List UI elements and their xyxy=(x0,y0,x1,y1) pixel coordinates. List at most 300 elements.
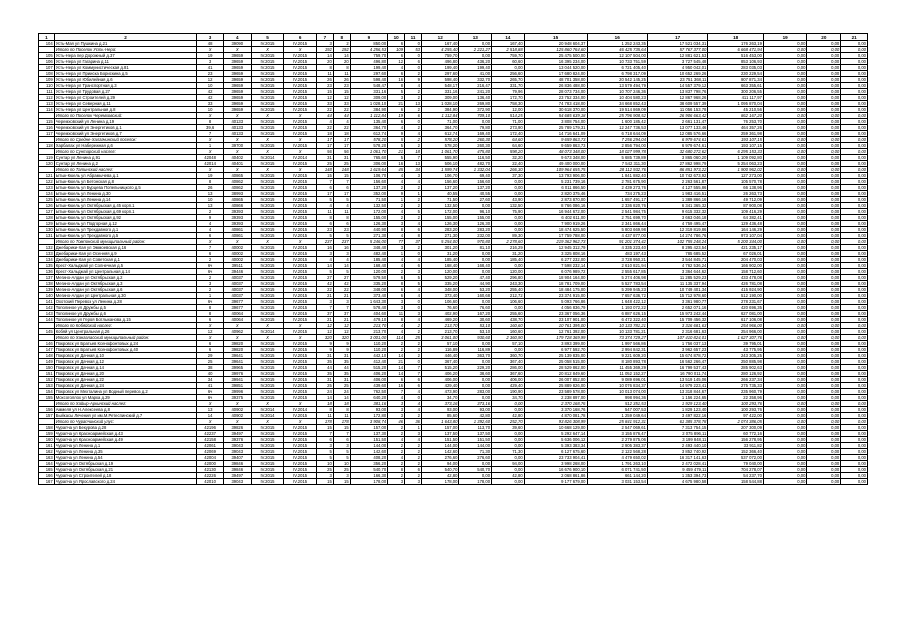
table-cell: IV.2015 xyxy=(251,203,284,209)
table-cell: 3 xyxy=(316,251,333,257)
table-cell: 176 263,19 xyxy=(708,41,764,47)
address-cell: Усть-Нера ул Юбилейная д.6 xyxy=(54,77,197,83)
table-cell: 0,00 xyxy=(763,413,807,419)
address-cell: Покровск ул Дачная д.12 xyxy=(54,359,197,365)
table-cell: 109 964 655,75 xyxy=(524,167,587,173)
table-cell: IV.2015 xyxy=(251,257,284,263)
table-cell: 331,16 xyxy=(350,89,387,95)
table-cell: 578,20 xyxy=(421,143,458,149)
table-cell: 1 028,10 xyxy=(421,101,458,107)
table-cell: 14 xyxy=(388,353,405,359)
table-cell: IV.2015 xyxy=(251,131,284,137)
table-cell: 5 254,00 xyxy=(421,239,458,245)
table-cell: 0,00 xyxy=(841,233,868,239)
table-cell: 6 721 405,40 xyxy=(587,65,647,71)
table-cell: 0,00 xyxy=(841,467,868,473)
table-cell: 155 xyxy=(39,395,55,401)
table-cell: 40,55 xyxy=(459,191,492,197)
table-cell: IV.2015 xyxy=(251,365,284,371)
table-cell: 15 712 978,60 xyxy=(647,293,707,299)
table-cell: 61 385 378,78 xyxy=(647,419,707,425)
table-cell: 0,00 xyxy=(841,395,868,401)
table-cell: 3 361 980,77 xyxy=(647,299,707,305)
table-cell: 2 xyxy=(388,473,405,479)
table-cell: 42004 xyxy=(197,455,224,461)
table-cell: 412,40 xyxy=(350,359,387,365)
table-cell: 213,70 xyxy=(421,329,458,335)
table-cell: 0,00 xyxy=(763,293,807,299)
table-cell: 762,50 xyxy=(350,389,387,395)
table-cell: 2 518,88 xyxy=(492,47,525,53)
table-cell: 42,80 xyxy=(459,413,492,419)
table-cell: 2 122 568,28 xyxy=(587,449,647,455)
table-cell: 144,00 xyxy=(421,443,458,449)
table-cell: 0,00 xyxy=(807,455,841,461)
table-cell: 6 xyxy=(405,383,422,389)
table-cell: IV.2015 xyxy=(251,305,284,311)
table-cell: 2 541 984,75 xyxy=(587,209,647,215)
table-cell: 1 259 049,64 xyxy=(587,413,647,419)
table-cell: X xyxy=(223,323,251,329)
table-cell: 40866 xyxy=(223,203,251,209)
table-cell: 112 xyxy=(39,95,55,101)
table-cell: 0,00 xyxy=(841,293,868,299)
table-cell: IV.2015 xyxy=(251,443,284,449)
table-cell: 548,17 xyxy=(421,83,458,89)
table-cell: 108 xyxy=(39,71,55,77)
table-cell: 26 xyxy=(333,77,350,83)
table-cell: 168,40 xyxy=(350,263,387,269)
table-cell: 69,40 xyxy=(459,173,492,179)
table-cell: 3 xyxy=(388,299,405,305)
table-cell: 31 xyxy=(333,377,350,383)
table-cell: 39820 xyxy=(223,347,251,353)
table-cell: 6 011 866,50 xyxy=(524,185,587,191)
table-cell: 113,70 xyxy=(459,425,492,431)
table-cell: 3 061,00 xyxy=(421,335,458,341)
table-cell: 1 389 866,16 xyxy=(647,197,707,203)
table-cell: 0,00 xyxy=(807,287,841,293)
table-cell: 185,40 xyxy=(350,257,387,263)
table-cell: 540,70 xyxy=(350,467,387,473)
table-cell: 2 xyxy=(405,125,422,131)
table-cell: 48 xyxy=(197,41,224,47)
table-cell: 1 627 307,76 xyxy=(708,335,764,341)
table-cell: 661 144,20 xyxy=(587,473,647,479)
table-cell: X xyxy=(251,149,284,155)
table-cell: 479,10 xyxy=(350,317,387,323)
table-cell: 25 xyxy=(316,467,333,473)
table-cell: 6 798 317,09 xyxy=(587,71,647,77)
table-cell: 4 056 836,79 xyxy=(524,305,587,311)
address-cell: Чурапча ул Строителей д.18 xyxy=(54,473,197,479)
table-cell: 0,00 xyxy=(763,119,807,125)
table-cell: 0,00 xyxy=(807,443,841,449)
table-cell: 0,00 xyxy=(807,317,841,323)
table-cell: 0,00 xyxy=(841,185,868,191)
table-cell: IV.2015 xyxy=(284,119,317,125)
table-cell: 25 841 912,31 xyxy=(587,419,647,425)
table-cell: 0,00 xyxy=(841,287,868,293)
table-cell: IV.2015 xyxy=(284,131,317,137)
table-cell: 44,90 xyxy=(459,281,492,287)
table-cell: 64,60 xyxy=(492,143,525,149)
table-cell: 3 xyxy=(333,443,350,449)
address-cell: Ытык-Кюель ул Бурцева Попельницкого д.5 xyxy=(54,185,197,191)
table-cell: 0,00 xyxy=(807,131,841,137)
table-cell: 120,00 xyxy=(421,269,458,275)
table-cell: IV.2015 xyxy=(251,215,284,221)
table-cell: 23 589 578,00 xyxy=(524,389,587,395)
table-cell: X xyxy=(223,167,251,173)
address-cell: Усть-Нера ул Прииска Борискина д.5 xyxy=(54,71,197,77)
table-cell: 0,00 xyxy=(807,197,841,203)
table-cell: 12 945 312,79 xyxy=(524,245,587,251)
table-cell: 172,00 xyxy=(350,209,387,215)
table-cell: 0,00 xyxy=(807,311,841,317)
address-cell: Покровск ул Дачная д.24 xyxy=(54,383,197,389)
table-cell: 4 762 536,24 xyxy=(647,263,707,269)
table-cell: 0,00 xyxy=(459,257,492,263)
table-cell: 39941 xyxy=(223,377,251,383)
table-cell: 709,10 xyxy=(459,113,492,119)
table-cell: 0,00 xyxy=(807,125,841,131)
table-cell: 42 xyxy=(316,281,333,287)
table-cell: 1 643,30 xyxy=(350,299,387,305)
table-cell: 39677 xyxy=(223,305,251,311)
table-cell: 0,00 xyxy=(807,101,841,107)
table-cell: 6 127 675,60 xyxy=(524,449,587,455)
table-cell: 12 xyxy=(316,95,333,101)
column-header-14: 14 xyxy=(492,34,525,41)
table-cell: 3 808 754,00 xyxy=(524,119,587,125)
table-cell: IV.2015 xyxy=(251,293,284,299)
table-cell: 42048 xyxy=(197,155,224,161)
table-cell: 36 xyxy=(405,419,422,425)
table-cell: 436,20 xyxy=(459,59,492,65)
table-cell: 6 xyxy=(316,437,333,443)
table-cell: 0,00 xyxy=(807,275,841,281)
table-cell: 0,00 xyxy=(763,449,807,455)
table-cell: IV.2015 xyxy=(284,347,317,353)
table-cell: 0,00 xyxy=(763,263,807,269)
table-cell: 0,00 xyxy=(763,341,807,347)
table-cell: 4 xyxy=(405,179,422,185)
table-cell: 0 xyxy=(405,359,422,365)
table-cell: 207 300,09 xyxy=(708,425,764,431)
table-cell: 2 336 820,76 xyxy=(587,203,647,209)
table-cell: IV.2015 xyxy=(284,359,317,365)
table-cell: 145 xyxy=(39,329,55,335)
table-cell: 71,00 xyxy=(492,119,525,125)
table-cell: 1 156 224,65 xyxy=(647,395,707,401)
table-cell: 2 xyxy=(405,329,422,335)
table-cell: 41,00 xyxy=(459,71,492,77)
table-cell: IV.2015 xyxy=(251,179,284,185)
table-cell: 0,00 xyxy=(807,65,841,71)
table-cell: 13 xyxy=(405,101,422,107)
table-cell: 213,70 xyxy=(350,323,387,329)
table-cell: 2 xyxy=(405,443,422,449)
table-cell: 5 200 344,00 xyxy=(708,239,764,245)
table-cell: 7 xyxy=(405,365,422,371)
table-cell: IV.2015 xyxy=(251,377,284,383)
table-cell: 10 761 395,00 xyxy=(524,323,587,329)
table-cell: 5 254 063,23 xyxy=(708,161,764,167)
table-cell: 283,00 xyxy=(459,389,492,395)
table-cell: 440,90 xyxy=(350,227,387,233)
table-cell: 2 xyxy=(405,137,422,143)
table-cell: 0,00 xyxy=(459,377,492,383)
address-cell: Итого по Поселок Усть-Нера: xyxy=(54,47,197,53)
table-cell: 0,00 xyxy=(763,353,807,359)
table-cell: 0,00 xyxy=(763,467,807,473)
table-cell: 7 900 919,26 xyxy=(524,221,587,227)
table-cell: 0,00 xyxy=(841,341,868,347)
table-cell: 3 xyxy=(197,59,224,65)
table-cell: 0 xyxy=(405,305,422,311)
table-cell: 1 061,70 xyxy=(421,149,458,155)
table-cell: 38 609 557,39 xyxy=(647,101,707,107)
table-cell: 13 044 520,00 xyxy=(524,65,587,71)
table-cell: 0,00 xyxy=(841,161,868,167)
table-cell: IV.2015 xyxy=(284,299,317,305)
table-cell: 40133 xyxy=(223,125,251,131)
table-cell: 86 851 973,22 xyxy=(647,167,707,173)
table-cell: 2 238 897,00 xyxy=(524,395,587,401)
address-cell: Усть-Нера пер Дорожный д.37 xyxy=(54,53,197,59)
table-cell: 1 109 092,80 xyxy=(708,155,764,161)
table-cell: 1 332,04 xyxy=(459,167,492,173)
table-cell: 39375 xyxy=(223,395,251,401)
table-cell: 25 796 908,52 xyxy=(587,113,647,119)
table-cell: 0,00 xyxy=(807,227,841,233)
table-cell: 1 061,70 xyxy=(350,149,387,155)
table-cell: IV.2015 xyxy=(251,65,284,71)
table-cell: 0,00 xyxy=(763,305,807,311)
table-cell: 132,50 xyxy=(421,203,458,209)
table-cell: 0,00 xyxy=(807,401,841,407)
table-cell: 81,10 xyxy=(459,245,492,251)
table-cell: 1 619,64 xyxy=(350,167,387,173)
table-cell: 32,20 xyxy=(492,155,525,161)
table-cell: 0,00 xyxy=(763,275,807,281)
table-cell: 64,60 xyxy=(492,137,525,143)
table-cell: 18 xyxy=(405,149,422,155)
table-cell: 17 521 034,31 xyxy=(647,41,707,47)
table-cell: 109 xyxy=(388,47,405,53)
table-cell: 137,20 xyxy=(459,185,492,191)
table-cell: 25 xyxy=(197,359,224,365)
table-cell: 15 xyxy=(316,425,333,431)
table-cell: 156 xyxy=(39,407,55,413)
table-cell: X xyxy=(284,419,317,425)
table-cell: 540,70 xyxy=(421,467,458,473)
table-cell: 6 472 322,40 xyxy=(587,317,647,323)
table-cell: 17 xyxy=(333,143,350,149)
table-cell: 26 263,73 xyxy=(708,191,764,197)
address-cell: Итого по Поселок Черемховский: xyxy=(54,113,197,119)
table-cell: 0,00 xyxy=(459,383,492,389)
table-cell: 2 xyxy=(197,287,224,293)
table-cell: 79,96 xyxy=(492,89,525,95)
table-cell: 39659 xyxy=(223,107,251,113)
table-cell: 6 xyxy=(405,59,422,65)
table-cell: 204 470,03 xyxy=(708,257,764,263)
table-cell: 11 xyxy=(316,209,333,215)
table-cell: 406,20 xyxy=(421,371,458,377)
table-cell: IV.2015 xyxy=(251,425,284,431)
column-header-5: 5 xyxy=(251,34,284,41)
table-cell: 0,00 xyxy=(492,467,525,473)
table-cell: 56 xyxy=(333,149,350,155)
table-cell: 3 xyxy=(405,311,422,317)
table-cell: 0,00 xyxy=(807,161,841,167)
column-header-17: 17 xyxy=(647,34,707,41)
table-cell: 9 xyxy=(388,191,405,197)
table-cell: 129 436,48 xyxy=(708,221,764,227)
table-cell: IV.2015 xyxy=(284,173,317,179)
table-cell: 57,10 xyxy=(492,341,525,347)
table-cell: 4 xyxy=(388,179,405,185)
table-cell: 0,00 xyxy=(841,461,868,467)
table-cell: IV.2015 xyxy=(284,443,317,449)
address-cell: Покровск ул Братьев Ксенофонтовых д.24 xyxy=(54,341,197,347)
table-cell: 0,00 xyxy=(841,389,868,395)
table-cell: 348,00 xyxy=(350,287,387,293)
table-cell: X xyxy=(251,335,284,341)
table-cell: 34 668 852,43 xyxy=(587,101,647,107)
table-cell: 0,00 xyxy=(841,113,868,119)
address-cell: Мегино-Алдан ул Октябрьская д.3 xyxy=(54,281,197,287)
table-cell: 12,00 xyxy=(492,107,525,113)
table-cell: 406,00 xyxy=(350,377,387,383)
table-cell: 155,00 xyxy=(459,215,492,221)
table-cell: 76,60 xyxy=(421,305,458,311)
table-cell: 367,60 xyxy=(492,371,525,377)
table-cell: 172,70 xyxy=(492,95,525,101)
table-cell: 5 231 739,16 xyxy=(524,179,587,185)
table-cell: 40037 xyxy=(223,281,251,287)
table-cell: 5 093 766,86 xyxy=(524,299,587,305)
table-cell: 0,00 xyxy=(807,245,841,251)
table-cell: 506,10 xyxy=(421,161,458,167)
table-cell: 5 803 669,98 xyxy=(587,227,647,233)
table-cell: 102 755 248,24 xyxy=(647,239,707,245)
table-cell: IV.2015 xyxy=(251,191,284,197)
table-cell: IV.2015 xyxy=(284,197,317,203)
table-cell: 12 107 504,00 xyxy=(587,53,647,59)
table-cell: 0,00 xyxy=(763,473,807,479)
table-cell: 118 xyxy=(39,143,55,149)
table-cell: 0,00 xyxy=(841,95,868,101)
table-cell: 5 246,00 xyxy=(350,239,387,245)
table-cell: 49 400 000,00 xyxy=(524,161,587,167)
table-cell: 7 xyxy=(316,305,333,311)
table-cell: 31 xyxy=(316,353,333,359)
table-cell: 348,40 xyxy=(350,245,387,251)
table-cell: 76 253,70 xyxy=(708,119,764,125)
table-cell: 0,00 xyxy=(807,365,841,371)
table-cell: 25 789 179,31 xyxy=(524,125,587,131)
table-cell: 0,00 xyxy=(763,299,807,305)
table-cell: 6 xyxy=(405,227,422,233)
table-cell: 4 xyxy=(388,437,405,443)
table-cell: 146 xyxy=(39,341,55,347)
table-cell: 6 977 592,70 xyxy=(524,347,587,353)
table-cell: 3 xyxy=(316,443,333,449)
table-cell: 156,60 xyxy=(350,179,387,185)
spreadsheet xyxy=(38,33,868,485)
table-cell: 259 361,98 xyxy=(708,131,764,137)
table-cell: 6 xyxy=(197,341,224,347)
table-cell: IV.2015 xyxy=(284,143,317,149)
table-cell: 23 374 915,00 xyxy=(524,293,587,299)
table-cell: X xyxy=(251,401,284,407)
table-cell: 10 404 580,23 xyxy=(587,95,647,101)
address-cell: Ытык-Кюель ул Бетонская д.8 xyxy=(54,179,197,185)
table-cell: 0,00 xyxy=(763,419,807,425)
table-cell: 18 474 625,50 xyxy=(524,227,587,233)
table-cell: 39641 xyxy=(223,353,251,359)
table-cell: 0,00 xyxy=(807,407,841,413)
table-cell: 2 316 681,63 xyxy=(647,329,707,335)
table-cell: IV.2015 xyxy=(251,353,284,359)
table-cell: 3 xyxy=(388,407,405,413)
address-cell: Джебарики-Хая ул Осенняя д.9 xyxy=(54,251,197,257)
address-cell: Усть-Нера ул Транспортная д.3 xyxy=(54,83,197,89)
table-cell: 0,00 xyxy=(841,83,868,89)
table-cell: 1 600 185,42 xyxy=(587,119,647,125)
table-cell: 0,00 xyxy=(492,431,525,437)
table-cell: IV.2015 xyxy=(284,341,317,347)
table-cell: 39043 xyxy=(223,443,251,449)
table-cell: 79,80 xyxy=(459,125,492,131)
table-cell: 283,20 xyxy=(459,227,492,233)
table-cell: 40861 xyxy=(223,233,251,239)
table-cell: 2 xyxy=(405,353,422,359)
table-cell: 3 663 046,18 xyxy=(647,215,707,221)
table-cell: 2 xyxy=(388,203,405,209)
table-cell: 8 180 893,78 xyxy=(587,359,647,365)
table-cell: 22 xyxy=(333,107,350,113)
table-cell: 2 xyxy=(197,257,224,263)
table-cell: 5 xyxy=(388,89,405,95)
table-cell: 122 xyxy=(39,179,55,185)
table-cell: 31,20 xyxy=(421,251,458,257)
table-cell: 0,00 xyxy=(841,71,868,77)
table-cell: 0,00 xyxy=(763,179,807,185)
table-cell: 237 xyxy=(333,239,350,245)
table-cell: 12 319 819,86 xyxy=(647,227,707,233)
table-cell: 26 xyxy=(197,185,224,191)
table-cell: X xyxy=(197,401,224,407)
table-cell: 128 xyxy=(39,215,55,221)
table-cell: 373,16 xyxy=(421,401,458,407)
table-cell: IV.2015 xyxy=(251,341,284,347)
table-cell: IV.2015 xyxy=(251,431,284,437)
table-cell: 579,50 xyxy=(350,275,387,281)
table-cell: 0,00 xyxy=(841,179,868,185)
table-cell: 0,00 xyxy=(763,167,807,173)
table-cell: 283 035,03 xyxy=(708,65,764,71)
table-cell: 4 xyxy=(405,401,422,407)
table-cell: 0,00 xyxy=(807,119,841,125)
table-cell: 540,70 xyxy=(459,467,492,473)
table-cell: 93 826 308,99 xyxy=(524,419,587,425)
table-cell: 6 xyxy=(333,437,350,443)
table-cell: 0,00 xyxy=(841,41,868,47)
